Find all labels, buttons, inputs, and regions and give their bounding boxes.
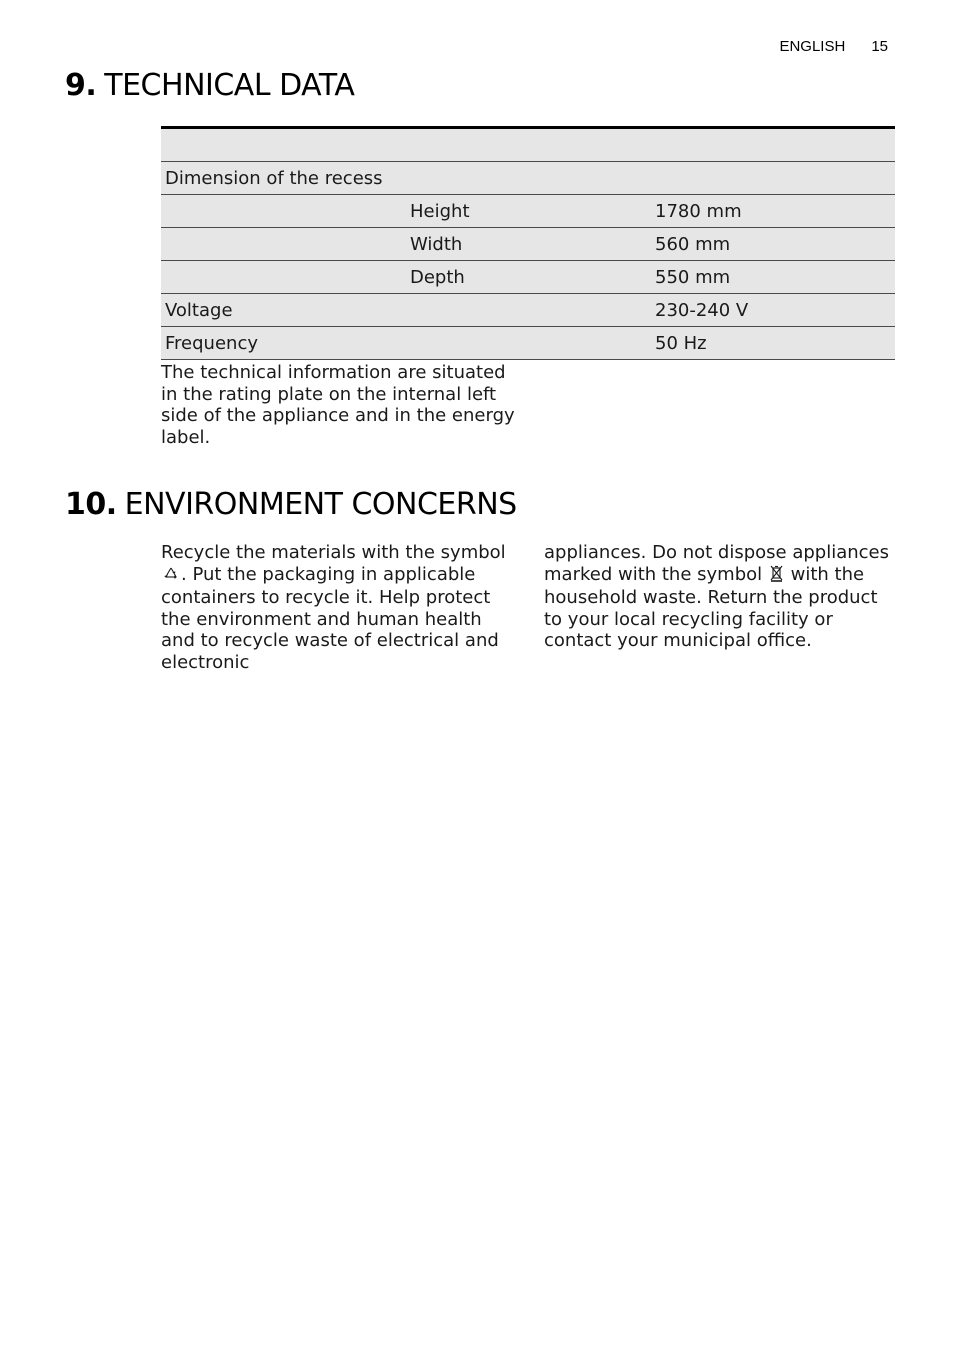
dimension-value: 1780 mm xyxy=(651,195,895,228)
page-number: 15 xyxy=(871,38,888,55)
technical-note: The technical information are situated in the rating plate on the internal left side of the appliance and in the energy label. xyxy=(161,362,515,448)
dimension-label: Depth xyxy=(406,261,651,294)
dimension-label: Height xyxy=(406,195,651,228)
recycle-icon xyxy=(163,566,179,588)
table-row xyxy=(161,294,895,327)
dimension-value: 550 mm xyxy=(651,261,895,294)
section-number: 9. xyxy=(65,68,97,103)
language-label: ENGLISH xyxy=(779,38,846,55)
section-number: 10. xyxy=(65,487,117,522)
environment-paragraph-right xyxy=(544,542,894,652)
voltage-label: Voltage xyxy=(161,294,651,327)
section-title-text: TECHNICAL DATA xyxy=(104,68,355,103)
paragraph-text: Recycle the materials with the symbol xyxy=(161,542,506,563)
voltage-value: 230-240 V xyxy=(651,294,895,327)
paragraph-text: . Put the packaging in applicable containers to recycle it. Help protect the environment and human health and to recycle waste of electrical and electronic xyxy=(161,563,499,673)
technical-data-table xyxy=(161,126,895,360)
page-header xyxy=(779,38,888,55)
environment-paragraph-left xyxy=(161,542,511,673)
table-row xyxy=(161,261,895,294)
crossed-bin-icon xyxy=(770,565,783,588)
table-header-row xyxy=(161,128,895,162)
table-row xyxy=(161,162,895,195)
section-title-text: ENVIRONMENT CONCERNS xyxy=(124,487,517,522)
dimension-label: Width xyxy=(406,228,651,261)
table-row xyxy=(161,228,895,261)
paragraph-text: with the household waste. Return the product to your local recycling facility or contact your municipal office. xyxy=(544,563,878,651)
section-title-technical-data xyxy=(65,68,354,103)
dimension-value: 560 mm xyxy=(651,228,895,261)
section-title-environment-concerns xyxy=(65,487,517,522)
table-row xyxy=(161,195,895,228)
frequency-value: 50 Hz xyxy=(651,327,895,360)
paragraph-text: appliances. Do not dispose appliances marked with the symbol xyxy=(544,542,889,585)
table-row xyxy=(161,327,895,360)
frequency-label: Frequency xyxy=(161,327,651,360)
dimension-section-label: Dimension of the recess xyxy=(161,162,895,195)
